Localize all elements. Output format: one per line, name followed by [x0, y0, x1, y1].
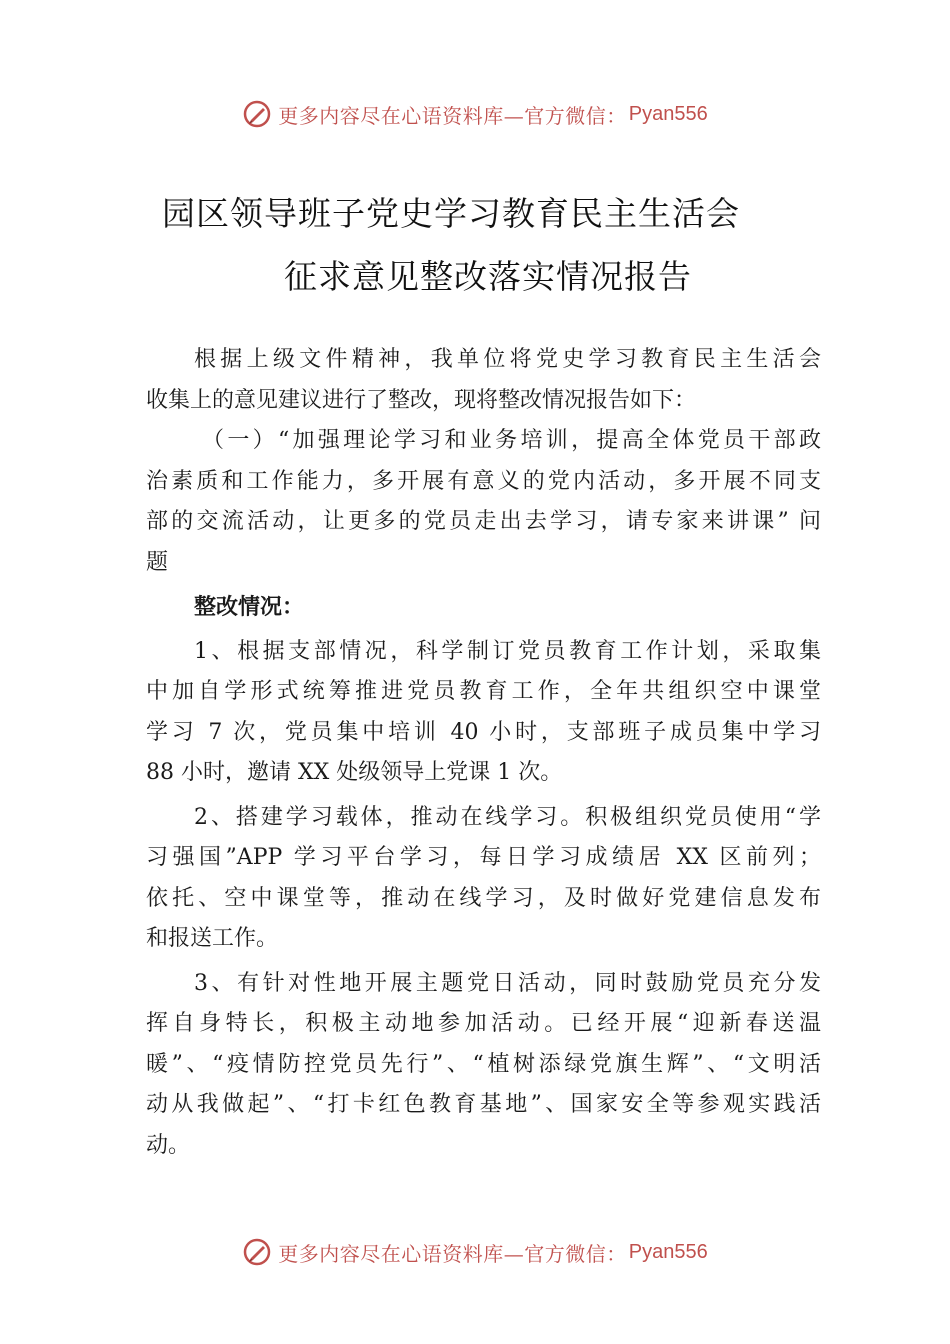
banner-wechat-id: Pyan556	[628, 1240, 708, 1263]
banner-text: 更多内容尽在心语资料库—官方微信：	[278, 1241, 627, 1266]
document-title-line-1: 园区领导班子党史学习教育民主生活会	[162, 194, 740, 233]
pen-logo-icon	[242, 1237, 272, 1267]
banner-wechat-id: Pyan556	[628, 102, 708, 125]
document-body	[146, 340, 821, 1166]
item3-line: 3、有针对性地开展主题党日活动，同时鼓励党员充分发	[194, 970, 821, 996]
document-title-line-2: 征求意见整改落实情况报告	[284, 257, 692, 296]
intro-line: 收集上的意见建议进行了整改，现将整改情况报告如下：	[146, 387, 697, 413]
footer-banner	[0, 1232, 950, 1272]
item1-line: 88 小时，邀请 XX 处级领导上党课 1 次。	[146, 760, 563, 785]
item2-line: 依托、空中课堂等，推动在线学习，及时做好党建信息发布	[146, 885, 821, 911]
banner-text: 更多内容尽在心语资料库—官方微信：	[278, 103, 627, 128]
item2-line: 和报送工作。	[146, 926, 279, 951]
item1-line: 学习 7 次，党员集中培训 40 小时，支部班子成员集中学习	[146, 719, 821, 745]
issue-line: 治素质和工作能力，多开展有意义的党内活动，多开展不同支	[146, 468, 821, 494]
item1-line: 中加自学形式统筹推进党员教育工作，全年共组织空中课堂	[146, 679, 821, 704]
item2-line: 习强国”APP 学习平台学习，每日学习成绩居 XX 区前列；	[146, 845, 821, 870]
header-banner	[0, 94, 950, 134]
item2-line: 2、搭建学习载体，推动在线学习。积极组织党员使用“学	[194, 804, 821, 830]
item1-line: 1、根据支部情况，科学制订党员教育工作计划，采取集	[194, 638, 821, 664]
rectify-heading: 整改情况：	[194, 594, 305, 620]
pen-logo-icon	[242, 99, 272, 129]
issue-line: 部的交流活动，让更多的党员走出去学习，请专家来讲课” 问	[146, 509, 821, 534]
issue-line: 题	[146, 549, 169, 575]
item3-line: 动。	[146, 1132, 191, 1158]
issue-line: （一）“加强理论学习和业务培训，提高全体党员干部政	[202, 428, 821, 453]
item3-line: 暖”、“疫情防控党员先行”、“植树添绿党旗生辉”、“文明活	[146, 1051, 821, 1077]
intro-line: 根据上级文件精神，我单位将党史学习教育民主生活会	[194, 347, 821, 372]
item3-line: 动从我做起”、“打卡红色教育基地”、国家安全等参观实践活	[146, 1092, 821, 1117]
item3-line: 挥自身特长，积极主动地参加活动。已经开展“迎新春送温	[146, 1011, 821, 1036]
